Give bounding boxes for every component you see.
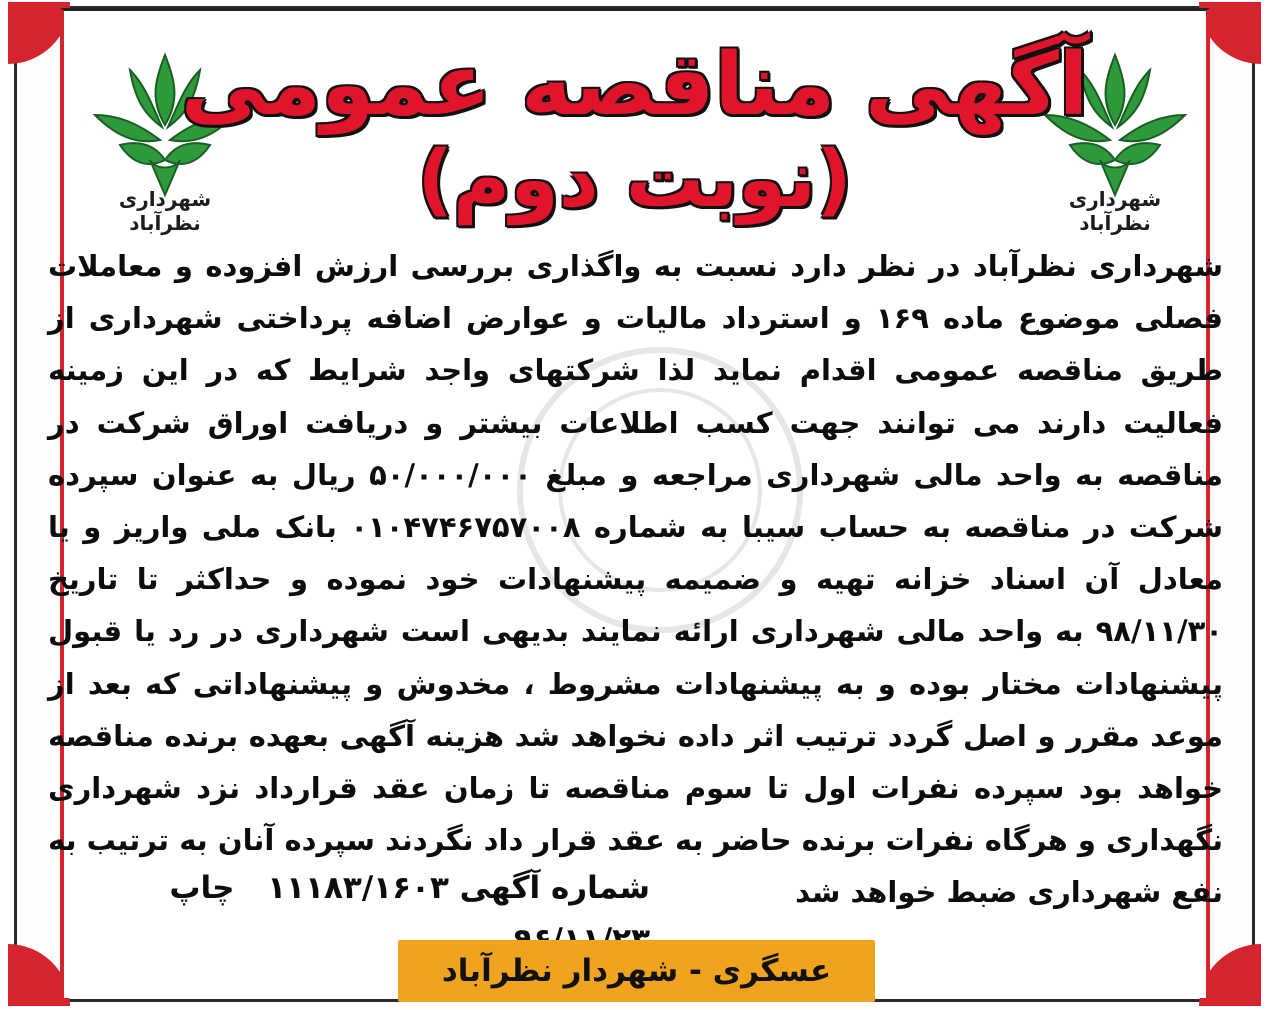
notice-number: شماره آگهی ۱۱۱۸۳/۱۶۰۳ [267, 870, 650, 906]
print-date: چاپ [169, 870, 235, 906]
notice-body: شهرداری نظرآباد در نظر دارد نسبت به واگذاری بررسی ارزش افزوده و معاملات فصلی موضوع ماده ۱۶۹ و استرداد مالیات و عوارض اضافه پرداختی شهرداری از طریق مناقصه عمومی اقدام نماید لذا شرکتهای واجد شرایط که در این زمینه فعالیت دارند می توانند جهت کسب اطلاعات بیشتر و دریافت اوراق شرکت در مناقصه به واحد مالی شهرداری مراجعه و مبلغ ۵۰/۰۰۰/۰۰۰ ریال به عنوان سپرده شرکت در مناقصه به حساب سیبا به شماره ۰۱۰۴۷۴۶۷۵۷۰۰۸ بانک ملی واریز و یا معادل آن اسناد خزانه تهیه و ضمیمه پیشنهادات خود نموده و حداکثر تا تاریخ ۹۸/۱۱/۳۰ به واحد مالی شهرداری ارائه نمایند بدیهی است شهرداری در رد یا قبول پیشنهادات مختار بوده و به پیشنهادات مشروط ، مخدوش و پیشنهاداتی که بعد از موعد مقرر و اصل گردد ترتیب اثر داده نخواهد شد هزینه آگهی بعهده برنده مناقصه خواهد بود سپرده نفرات اول تا سوم مناقصه تا زمان عقد قرارداد نزد شهرداری نگهداری و هرگاه نفرات برنده حاضر به عقد قرار داد نگردند سپرده آنان به ترتیب به نفع شهرداری ضبط خواهد شد [48, 249, 1224, 910]
page-subtitle: (نوبت دوم) [417, 135, 852, 225]
logo-caption: شهرداری نظرآباد [118, 187, 212, 235]
logo-caption: شهرداری نظرآباد [1068, 187, 1162, 235]
signature-box: عسگری - شهردار نظرآباد [398, 940, 875, 1002]
page-title: آگهی مناقصه عمومی [180, 35, 1089, 135]
